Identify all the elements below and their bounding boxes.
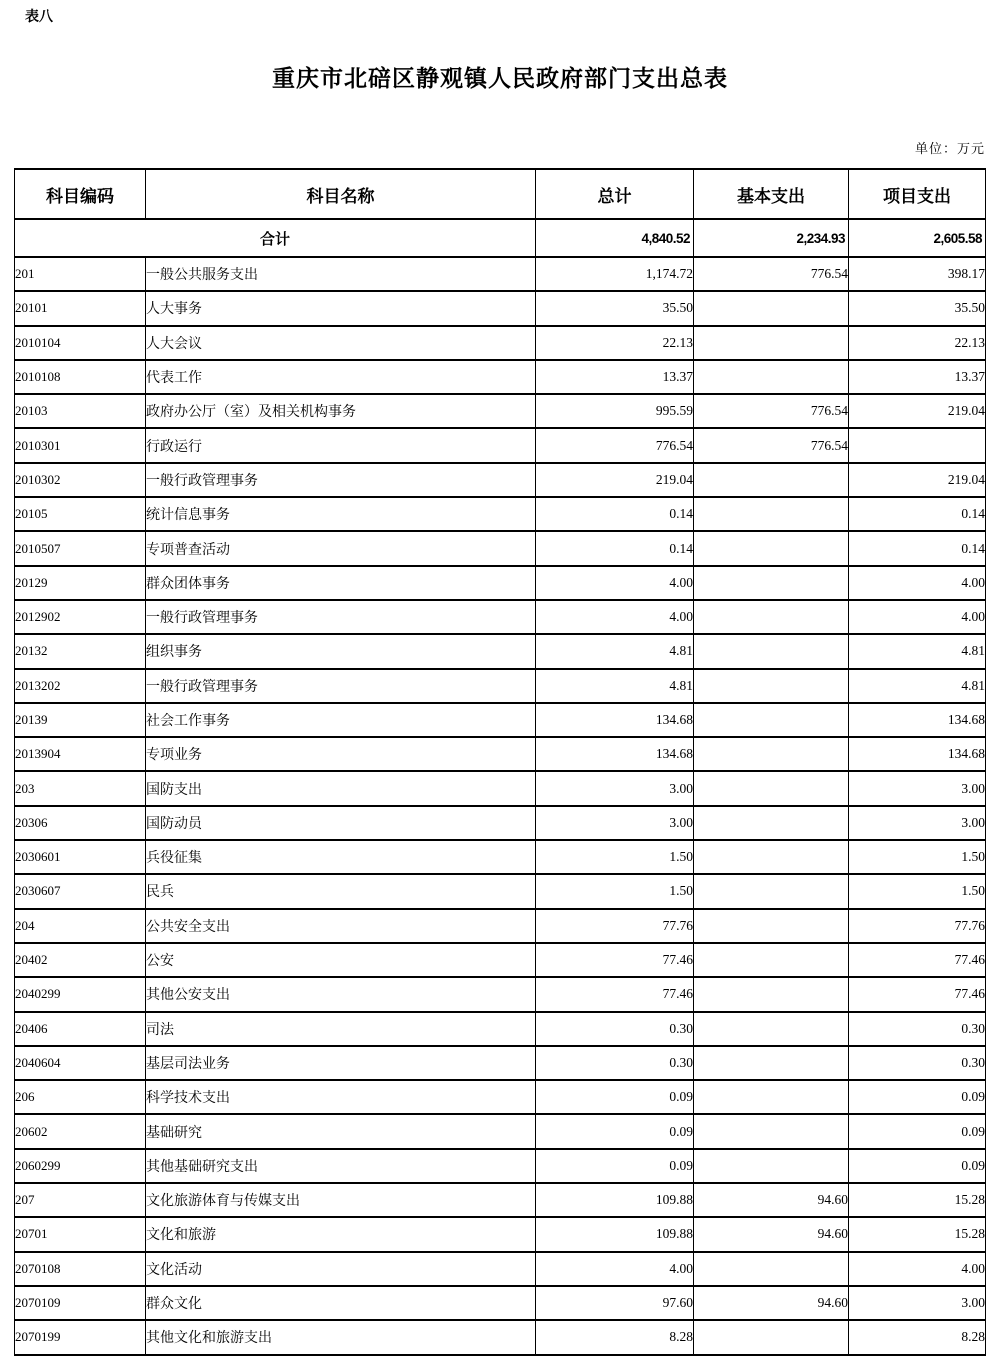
row-subject-name: 国防支出 xyxy=(146,771,536,805)
row-subject-code: 2013904 xyxy=(15,737,146,771)
row-subject-name: 人大事务 xyxy=(146,291,536,325)
row-project-expense: 1.50 xyxy=(849,840,986,874)
row-project-expense: 13.37 xyxy=(849,360,986,394)
row-project-expense: 1.50 xyxy=(849,874,986,908)
row-subject-code: 20139 xyxy=(15,703,146,737)
row-subject-code: 2040604 xyxy=(15,1046,146,1080)
row-project-expense: 0.30 xyxy=(849,1046,986,1080)
unit-label: 单位：万元 xyxy=(914,141,985,156)
table-row xyxy=(15,669,986,703)
row-subject-code: 2010104 xyxy=(15,326,146,360)
row-subject-code: 2060299 xyxy=(15,1149,146,1183)
row-subject-code: 20132 xyxy=(15,634,146,668)
row-grand-total: 134.68 xyxy=(536,703,694,737)
table-row xyxy=(15,1149,986,1183)
row-subject-code: 2030607 xyxy=(15,874,146,908)
row-project-expense: 3.00 xyxy=(849,1286,986,1320)
row-subject-name: 一般行政管理事务 xyxy=(146,669,536,703)
row-subject-code: 2010108 xyxy=(15,360,146,394)
table-row xyxy=(15,1320,986,1354)
row-subject-code: 2070109 xyxy=(15,1286,146,1320)
row-project-expense: 4.00 xyxy=(849,600,986,634)
row-basic-expense: 776.54 xyxy=(694,394,849,428)
row-basic-expense xyxy=(694,909,849,943)
row-basic-expense xyxy=(694,943,849,977)
row-basic-expense: 94.60 xyxy=(694,1183,849,1217)
row-basic-expense xyxy=(694,1149,849,1183)
table-row xyxy=(15,1080,986,1114)
row-subject-code: 2040299 xyxy=(15,977,146,1011)
row-subject-name: 科学技术支出 xyxy=(146,1080,536,1114)
row-subject-name: 其他基础研究支出 xyxy=(146,1149,536,1183)
row-project-expense: 398.17 xyxy=(849,257,986,291)
row-project-expense: 0.30 xyxy=(849,1012,986,1046)
table-row xyxy=(15,428,986,462)
row-project-expense: 0.09 xyxy=(849,1080,986,1114)
row-basic-expense xyxy=(694,840,849,874)
row-subject-name: 公共安全支出 xyxy=(146,909,536,943)
row-subject-code: 2012902 xyxy=(15,600,146,634)
row-grand-total: 4.00 xyxy=(536,600,694,634)
row-grand-total: 13.37 xyxy=(536,360,694,394)
row-grand-total: 4.00 xyxy=(536,566,694,600)
row-subject-name: 代表工作 xyxy=(146,360,536,394)
table-row xyxy=(15,463,986,497)
row-grand-total: 77.46 xyxy=(536,977,694,1011)
row-subject-name: 兵役征集 xyxy=(146,840,536,874)
row-grand-total: 0.09 xyxy=(536,1149,694,1183)
table-row xyxy=(15,1286,986,1320)
row-project-expense: 77.76 xyxy=(849,909,986,943)
row-project-expense: 219.04 xyxy=(849,463,986,497)
row-basic-expense xyxy=(694,874,849,908)
row-project-expense: 35.50 xyxy=(849,291,986,325)
row-grand-total: 3.00 xyxy=(536,771,694,805)
row-subject-code: 2013202 xyxy=(15,669,146,703)
row-grand-total: 77.46 xyxy=(536,943,694,977)
table-row xyxy=(15,1183,986,1217)
row-subject-code: 206 xyxy=(15,1080,146,1114)
row-subject-code: 20602 xyxy=(15,1114,146,1148)
row-grand-total: 134.68 xyxy=(536,737,694,771)
row-basic-expense xyxy=(694,669,849,703)
table-row xyxy=(15,1217,986,1251)
table-header-row xyxy=(15,169,986,219)
row-subject-name: 文化旅游体育与传媒支出 xyxy=(146,1183,536,1217)
row-subject-name: 社会工作事务 xyxy=(146,703,536,737)
row-basic-expense xyxy=(694,291,849,325)
row-basic-expense xyxy=(694,326,849,360)
table-row xyxy=(15,703,986,737)
table-row xyxy=(15,771,986,805)
col-header-subject-code: 科目编码 xyxy=(15,169,146,219)
row-grand-total: 109.88 xyxy=(536,1217,694,1251)
row-subject-name: 一般行政管理事务 xyxy=(146,600,536,634)
row-subject-code: 2010302 xyxy=(15,463,146,497)
row-grand-total: 0.30 xyxy=(536,1012,694,1046)
row-subject-code: 20103 xyxy=(15,394,146,428)
col-header-basic-expense: 基本支出 xyxy=(694,169,849,219)
row-subject-name: 专项业务 xyxy=(146,737,536,771)
row-grand-total: 22.13 xyxy=(536,326,694,360)
row-basic-expense xyxy=(694,977,849,1011)
row-basic-expense xyxy=(694,806,849,840)
grand-total-basic: 2,234.93 xyxy=(694,219,849,257)
row-subject-name: 群众文化 xyxy=(146,1286,536,1320)
row-grand-total: 97.60 xyxy=(536,1286,694,1320)
row-grand-total: 4.00 xyxy=(536,1252,694,1286)
table-number-label: 表八 xyxy=(25,10,53,25)
row-basic-expense xyxy=(694,566,849,600)
row-grand-total: 776.54 xyxy=(536,428,694,462)
row-subject-name: 公安 xyxy=(146,943,536,977)
table-row xyxy=(15,326,986,360)
row-subject-name: 民兵 xyxy=(146,874,536,908)
table-row xyxy=(15,1046,986,1080)
table-row xyxy=(15,1012,986,1046)
row-project-expense: 4.00 xyxy=(849,566,986,600)
row-grand-total: 0.30 xyxy=(536,1046,694,1080)
grand-total-row xyxy=(15,219,986,257)
row-basic-expense xyxy=(694,463,849,497)
row-grand-total: 1.50 xyxy=(536,874,694,908)
page-title: 重庆市北碚区静观镇人民政府部门支出总表 xyxy=(272,65,728,91)
row-subject-name: 行政运行 xyxy=(146,428,536,462)
row-grand-total: 35.50 xyxy=(536,291,694,325)
row-basic-expense xyxy=(694,600,849,634)
row-basic-expense xyxy=(694,1080,849,1114)
row-grand-total: 1.50 xyxy=(536,840,694,874)
row-subject-name: 人大会议 xyxy=(146,326,536,360)
row-basic-expense: 776.54 xyxy=(694,257,849,291)
row-subject-code: 2030601 xyxy=(15,840,146,874)
row-project-expense: 219.04 xyxy=(849,394,986,428)
table-row xyxy=(15,257,986,291)
row-subject-code: 20101 xyxy=(15,291,146,325)
row-grand-total: 8.28 xyxy=(536,1320,694,1354)
row-subject-code: 20306 xyxy=(15,806,146,840)
row-subject-name: 基础研究 xyxy=(146,1114,536,1148)
row-project-expense: 3.00 xyxy=(849,771,986,805)
row-basic-expense xyxy=(694,1046,849,1080)
row-subject-code: 204 xyxy=(15,909,146,943)
table-row xyxy=(15,737,986,771)
row-project-expense: 134.68 xyxy=(849,737,986,771)
row-subject-name: 一般公共服务支出 xyxy=(146,257,536,291)
row-project-expense: 0.09 xyxy=(849,1114,986,1148)
row-project-expense: 0.14 xyxy=(849,497,986,531)
row-basic-expense xyxy=(694,703,849,737)
col-header-project-expense: 项目支出 xyxy=(849,169,986,219)
row-project-expense: 0.14 xyxy=(849,531,986,565)
row-grand-total: 0.09 xyxy=(536,1080,694,1114)
row-subject-name: 其他公安支出 xyxy=(146,977,536,1011)
table-row xyxy=(15,1252,986,1286)
table-row xyxy=(15,943,986,977)
row-grand-total: 0.14 xyxy=(536,497,694,531)
row-basic-expense xyxy=(694,497,849,531)
col-header-subject-name: 科目名称 xyxy=(146,169,536,219)
row-project-expense: 77.46 xyxy=(849,943,986,977)
row-subject-name: 司法 xyxy=(146,1012,536,1046)
row-basic-expense xyxy=(694,634,849,668)
row-subject-code: 207 xyxy=(15,1183,146,1217)
table-row xyxy=(15,806,986,840)
row-subject-name: 群众团体事务 xyxy=(146,566,536,600)
row-subject-name: 文化和旅游 xyxy=(146,1217,536,1251)
table-row xyxy=(15,531,986,565)
row-grand-total: 109.88 xyxy=(536,1183,694,1217)
row-subject-name: 专项普查活动 xyxy=(146,531,536,565)
row-subject-code: 2010301 xyxy=(15,428,146,462)
grand-total-project: 2,605.58 xyxy=(849,219,986,257)
row-basic-expense xyxy=(694,1114,849,1148)
row-grand-total: 995.59 xyxy=(536,394,694,428)
row-project-expense: 4.00 xyxy=(849,1252,986,1286)
row-subject-name: 组织事务 xyxy=(146,634,536,668)
row-project-expense: 3.00 xyxy=(849,806,986,840)
row-subject-code: 2010507 xyxy=(15,531,146,565)
row-project-expense: 22.13 xyxy=(849,326,986,360)
row-subject-code: 20105 xyxy=(15,497,146,531)
row-grand-total: 4.81 xyxy=(536,669,694,703)
row-project-expense: 0.09 xyxy=(849,1149,986,1183)
row-subject-code: 201 xyxy=(15,257,146,291)
row-subject-code: 20402 xyxy=(15,943,146,977)
row-basic-expense: 94.60 xyxy=(694,1217,849,1251)
row-grand-total: 0.14 xyxy=(536,531,694,565)
row-subject-code: 20406 xyxy=(15,1012,146,1046)
table-row xyxy=(15,566,986,600)
col-header-grand-total: 总计 xyxy=(536,169,694,219)
table-row xyxy=(15,977,986,1011)
row-basic-expense: 776.54 xyxy=(694,428,849,462)
table-row xyxy=(15,634,986,668)
row-subject-name: 统计信息事务 xyxy=(146,497,536,531)
row-project-expense: 4.81 xyxy=(849,669,986,703)
row-project-expense xyxy=(849,428,986,462)
row-grand-total: 4.81 xyxy=(536,634,694,668)
row-project-expense: 15.28 xyxy=(849,1217,986,1251)
row-grand-total: 77.76 xyxy=(536,909,694,943)
table-row xyxy=(15,394,986,428)
row-basic-expense xyxy=(694,737,849,771)
row-subject-code: 2070108 xyxy=(15,1252,146,1286)
table-row xyxy=(15,497,986,531)
table-row xyxy=(15,291,986,325)
table-row xyxy=(15,360,986,394)
row-basic-expense xyxy=(694,1320,849,1354)
row-subject-name: 其他文化和旅游支出 xyxy=(146,1320,536,1354)
row-subject-code: 20701 xyxy=(15,1217,146,1251)
table-row xyxy=(15,909,986,943)
table-row xyxy=(15,600,986,634)
row-grand-total: 219.04 xyxy=(536,463,694,497)
row-subject-name: 政府办公厅（室）及相关机构事务 xyxy=(146,394,536,428)
row-project-expense: 4.81 xyxy=(849,634,986,668)
row-subject-name: 文化活动 xyxy=(146,1252,536,1286)
row-basic-expense xyxy=(694,1252,849,1286)
row-basic-expense: 94.60 xyxy=(694,1286,849,1320)
row-subject-code: 203 xyxy=(15,771,146,805)
row-basic-expense xyxy=(694,771,849,805)
row-subject-code: 20129 xyxy=(15,566,146,600)
row-project-expense: 15.28 xyxy=(849,1183,986,1217)
row-project-expense: 77.46 xyxy=(849,977,986,1011)
grand-total-sum: 4,840.52 xyxy=(536,219,694,257)
row-subject-name: 一般行政管理事务 xyxy=(146,463,536,497)
row-grand-total: 0.09 xyxy=(536,1114,694,1148)
row-grand-total: 3.00 xyxy=(536,806,694,840)
row-subject-name: 国防动员 xyxy=(146,806,536,840)
expenditure-table xyxy=(14,168,986,1356)
row-basic-expense xyxy=(694,1012,849,1046)
table-row xyxy=(15,840,986,874)
row-project-expense: 134.68 xyxy=(849,703,986,737)
row-basic-expense xyxy=(694,531,849,565)
table-row xyxy=(15,874,986,908)
table-row xyxy=(15,1114,986,1148)
row-subject-name: 基层司法业务 xyxy=(146,1046,536,1080)
row-basic-expense xyxy=(694,360,849,394)
grand-total-label: 合计 xyxy=(15,219,536,257)
row-grand-total: 1,174.72 xyxy=(536,257,694,291)
row-subject-code: 2070199 xyxy=(15,1320,146,1354)
table-body xyxy=(15,219,986,1355)
row-project-expense: 8.28 xyxy=(849,1320,986,1354)
